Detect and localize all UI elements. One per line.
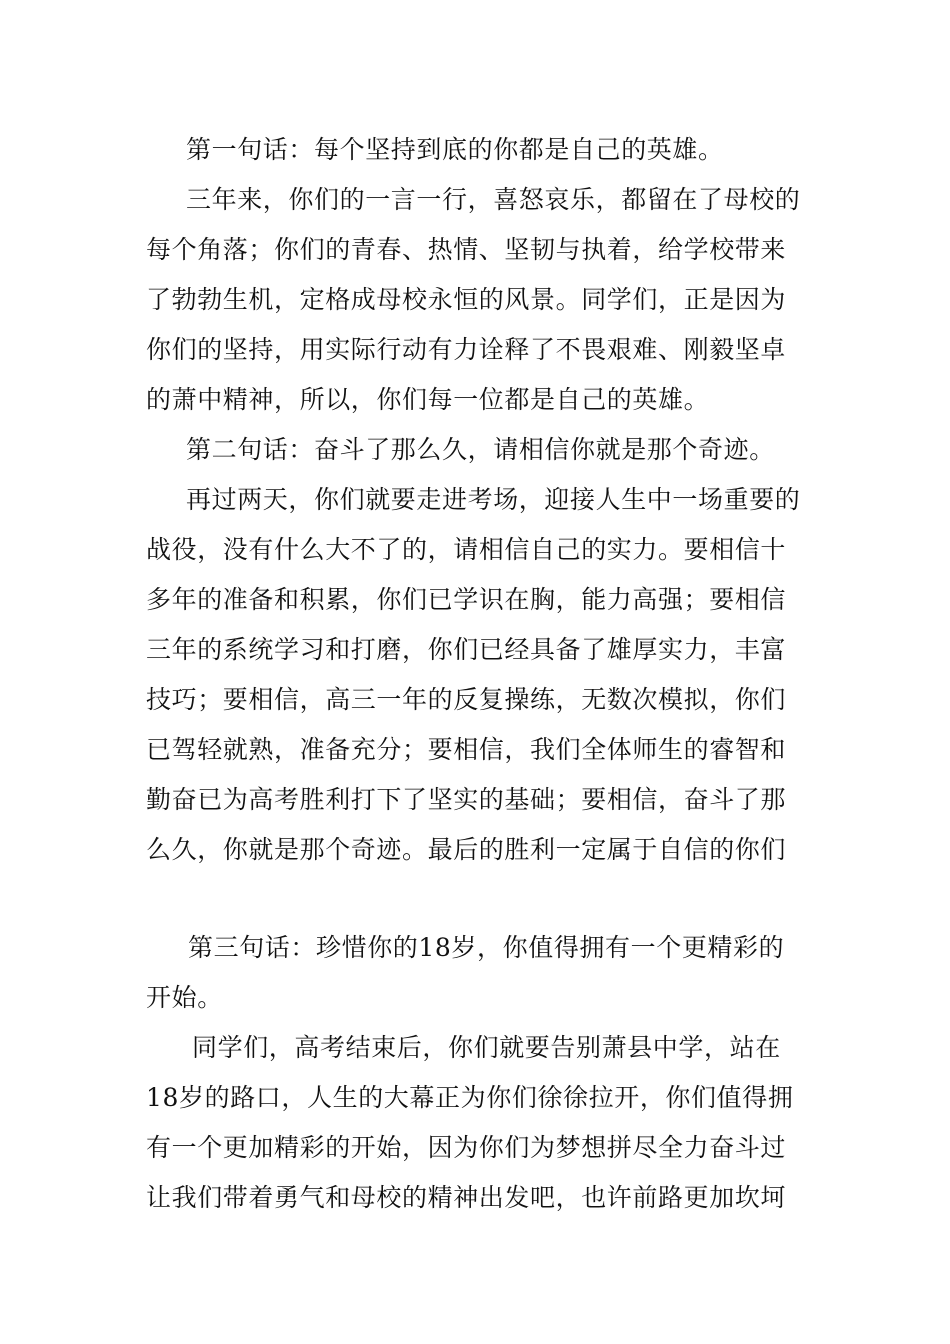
- heading-third-sentence-continued: 开始。: [146, 983, 223, 1012]
- paragraph-line: 已驾轻就熟，准备充分；要相信，我们全体师生的睿智和: [146, 735, 787, 764]
- paragraph-line: 18岁的路口，人生的大幕正为你们徐徐拉开，你们值得拥: [146, 1083, 794, 1112]
- paragraph-line: 每个角落；你们的青春、热情、坚韧与执着，给学校带来: [146, 235, 787, 264]
- paragraph-line: 的萧中精神，所以，你们每一位都是自己的英雄。: [146, 385, 710, 414]
- heading-second-sentence: 第二句话：奋斗了那么久，请相信你就是那个奇迹。: [186, 435, 775, 464]
- paragraph-line: 再过两天，你们就要走进考场，迎接人生中一场重要的: [186, 485, 801, 514]
- paragraph-line: 三年的系统学习和打磨，你们已经具备了雄厚实力，丰富: [146, 635, 787, 664]
- paragraph-line: 有一个更加精彩的开始，因为你们为梦想拼尽全力奋斗过: [146, 1133, 787, 1162]
- paragraph-line: 战役，没有什么大不了的，请相信自己的实力。要相信十: [146, 535, 787, 564]
- heading-third-sentence: 第三句话：珍惜你的18岁，你值得拥有一个更精彩的: [188, 933, 785, 962]
- paragraph-line: 技巧；要相信，高三一年的反复操练，无数次模拟，你们: [146, 685, 787, 714]
- paragraph-line: 同学们，高考结束后，你们就要告别萧县中学，站在: [192, 1033, 781, 1062]
- paragraph-line: 让我们带着勇气和母校的精神出发吧，也许前路更加坎坷: [146, 1183, 787, 1212]
- paragraph-line: 了勃勃生机，定格成母校永恒的风景。同学们，正是因为: [146, 285, 787, 314]
- paragraph-line: 三年来，你们的一言一行，喜怒哀乐，都留在了母校的: [186, 185, 801, 214]
- paragraph-line: 么久，你就是那个奇迹。最后的胜利一定属于自信的你们: [146, 835, 787, 864]
- heading-first-sentence: 第一句话：每个坚持到底的你都是自己的英雄。: [186, 135, 724, 164]
- paragraph-line: 你们的坚持，用实际行动有力诠释了不畏艰难、刚毅坚卓: [146, 335, 787, 364]
- paragraph-line: 勤奋已为高考胜利打下了坚实的基础；要相信，奋斗了那: [146, 785, 787, 814]
- paragraph-line: 多年的准备和积累，你们已学识在胸，能力高强；要相信: [146, 585, 787, 614]
